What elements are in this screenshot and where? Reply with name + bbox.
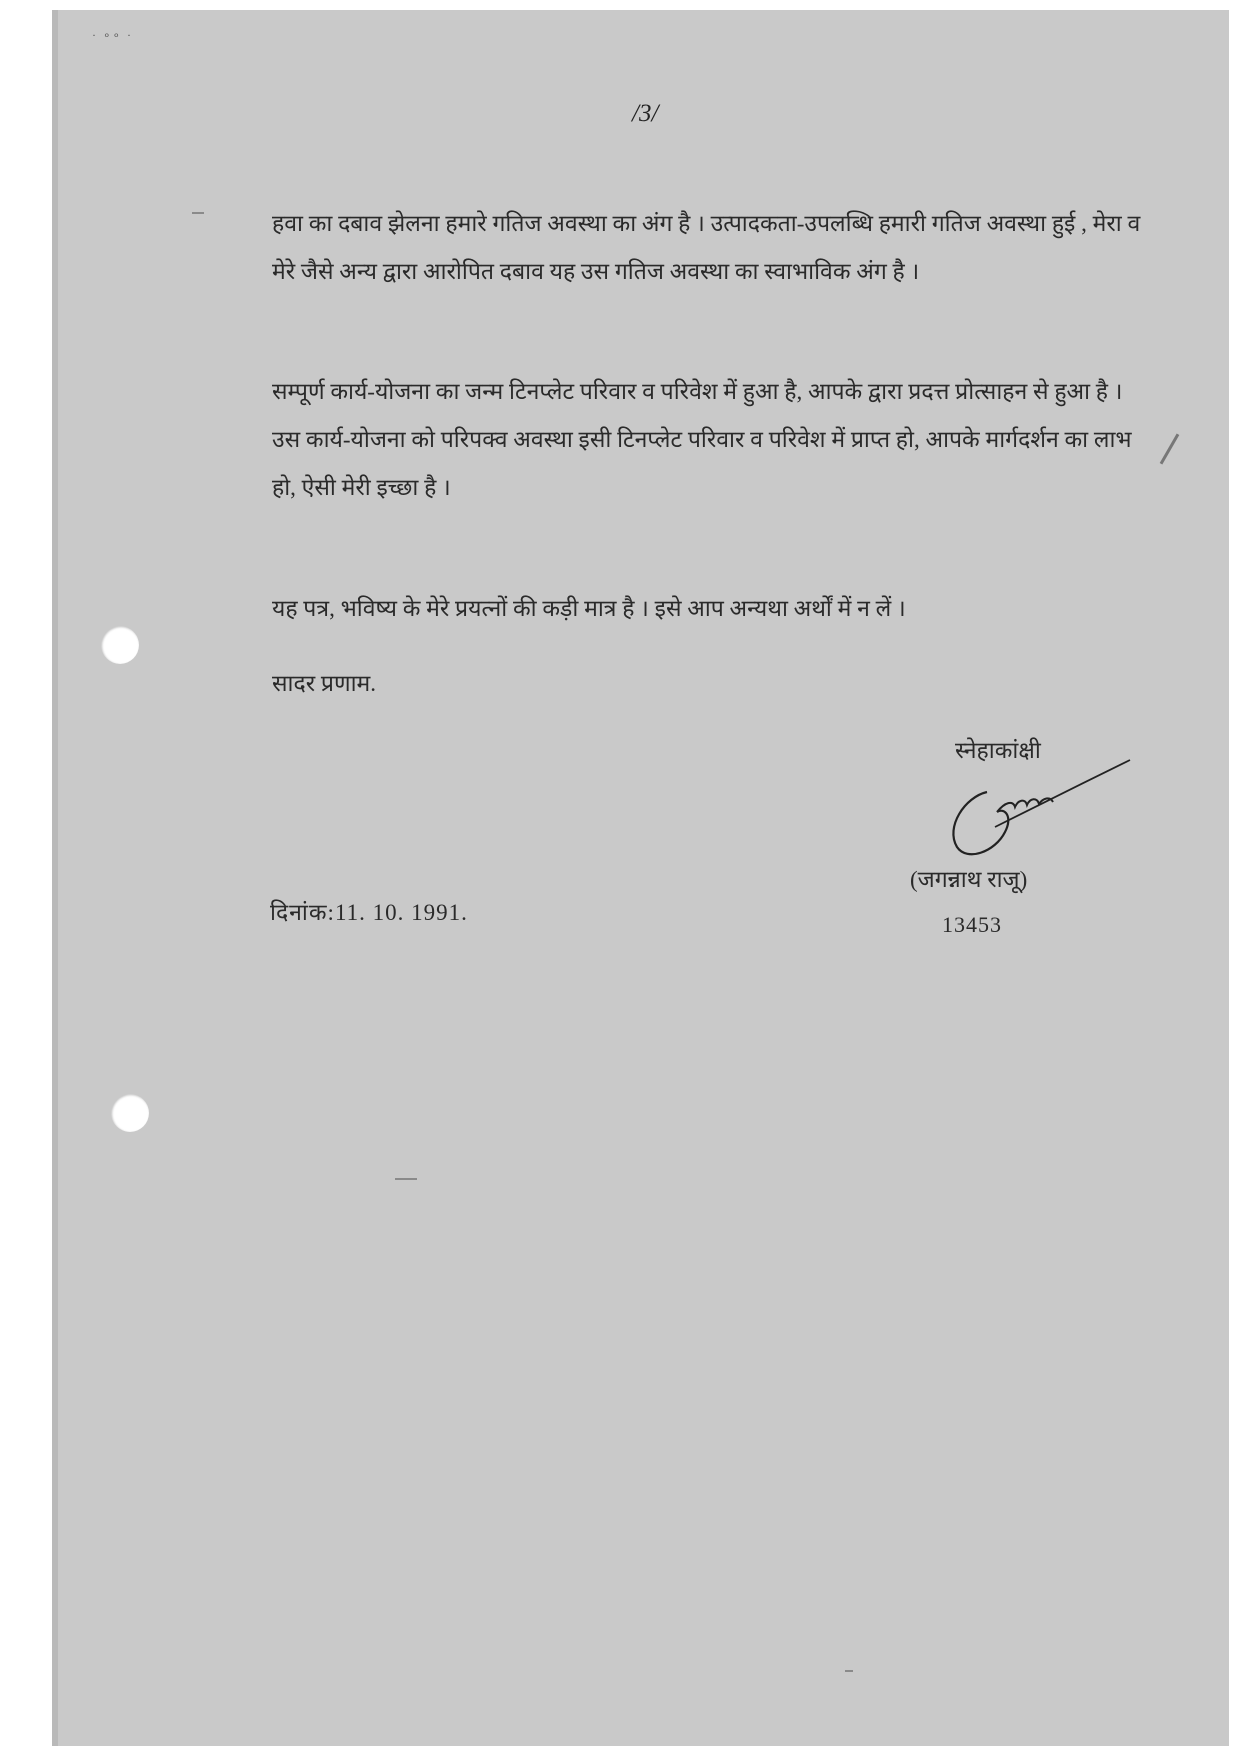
scan-speck	[395, 1178, 417, 1180]
page-number: /3/	[632, 100, 659, 127]
corner-marks: · ∘∘ ·	[92, 28, 134, 42]
signatory-number: 13453	[942, 912, 1002, 937]
paragraph-1: हवा का दबाव झेलना हमारे गतिज अवस्था का अंग है । उत्पादकता-उपलब्धि हमारी गतिज अवस्था हुई , मेरा व मेरे जैसे अन्य द्वारा आरोपित दबाव यह उस गतिज अवस्था का स्वाभाविक अंग है ।	[272, 211, 1141, 284]
punch-hole	[111, 1094, 149, 1132]
salutation: सादर प्रणाम.	[272, 671, 377, 696]
signatory-name: (जगन्नाथ राजू)	[910, 867, 1028, 892]
scan-speck	[192, 212, 204, 214]
punch-hole	[101, 626, 139, 664]
handwritten-signature	[935, 752, 1135, 862]
scan-speck	[845, 1670, 853, 1672]
paragraph-2: सम्पूर्ण कार्य-योजना का जन्म टिनप्लेट परिवार व परिवेश में हुआ है, आपके द्वारा प्रदत्त प्रोत्साहन से हुआ है । उस कार्य-योजना को परिपक्व अवस्था इसी टिनप्लेट परिवार व परिवेश में प्राप्त हो, आपके मार्गदर्शन का लाभ हो, ऐसी मेरी इच्छा है ।	[272, 379, 1132, 500]
scan-edge	[52, 10, 58, 1746]
paragraph-3: यह पत्र, भविष्य के मेरे प्रयत्नों की कड़ी मात्र है । इसे आप अन्यथा अर्थों में न लें ।	[272, 596, 906, 621]
closing: स्नेहाकांक्षी	[955, 738, 1041, 763]
letter-date: दिनांक:11. 10. 1991.	[270, 900, 468, 925]
